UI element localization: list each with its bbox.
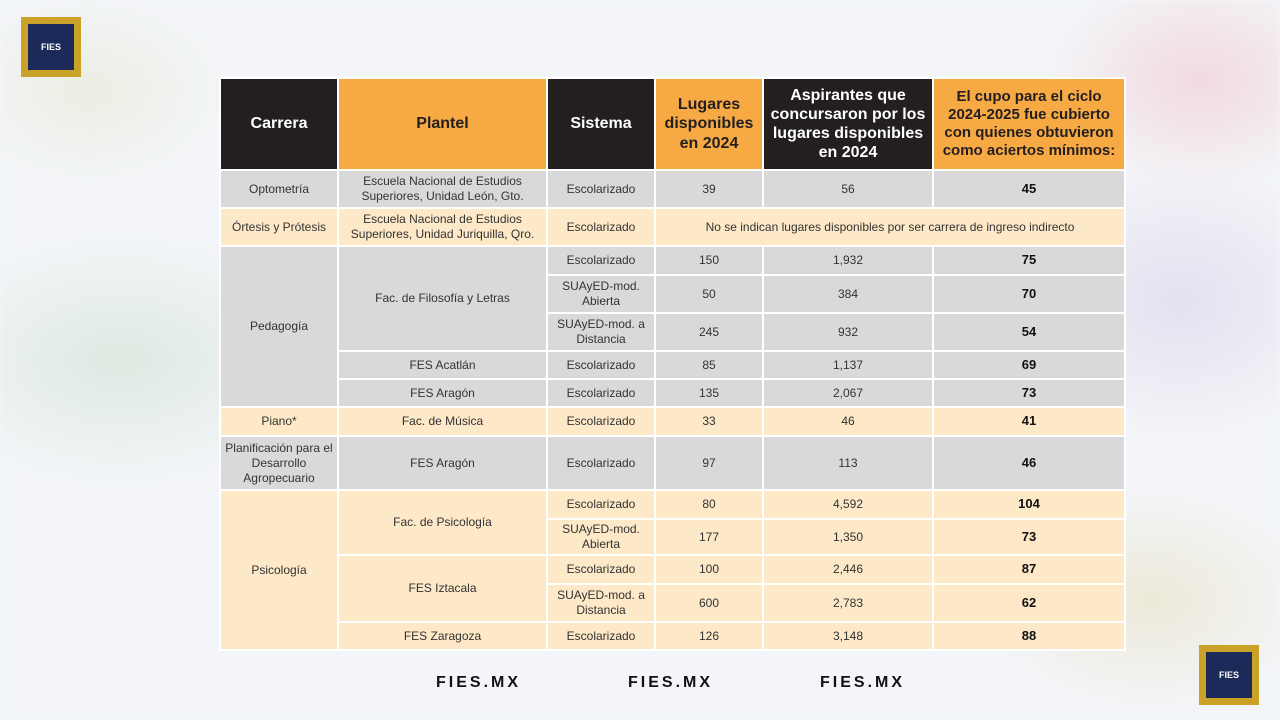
aciertos-cell: 70: [933, 275, 1125, 313]
aspirantes-cell: 3,148: [763, 622, 933, 650]
indirect-admission-note: No se indican lugares disponibles por ser carrera de ingreso indirecto: [655, 208, 1125, 246]
lugares-cell: 97: [655, 436, 763, 490]
plantel-cell: FES Aragón: [338, 436, 547, 490]
plantel-cell: Escuela Nacional de Estudios Superiores, Unidad León, Gto.: [338, 170, 547, 208]
header-carrera: Carrera: [220, 78, 338, 170]
carrera-cell: Piano*: [220, 407, 338, 436]
plantel-cell: FES Aragón: [338, 379, 547, 407]
plantel-cell: FES Acatlán: [338, 351, 547, 379]
aspirantes-cell: 2,067: [763, 379, 933, 407]
plantel-cell: FES Zaragoza: [338, 622, 547, 650]
plantel-cell: Fac. de Psicología: [338, 490, 547, 555]
sistema-cell: Escolarizado: [547, 246, 655, 275]
aciertos-cell: 73: [933, 379, 1125, 407]
lugares-cell: 100: [655, 555, 763, 584]
lugares-cell: 126: [655, 622, 763, 650]
sistema-cell: SUAyED-mod. Abierta: [547, 275, 655, 313]
carrera-cell: Órtesis y Prótesis: [220, 208, 338, 246]
aciertos-cell: 75: [933, 246, 1125, 275]
table-row: [220, 208, 1125, 246]
aspirantes-cell: 1,137: [763, 351, 933, 379]
sistema-cell: SUAyED-mod. a Distancia: [547, 313, 655, 351]
table-row: [220, 490, 1125, 519]
aspirantes-cell: 56: [763, 170, 933, 208]
header-sistema: Sistema: [547, 78, 655, 170]
aciertos-cell: 45: [933, 170, 1125, 208]
lugares-cell: 245: [655, 313, 763, 351]
plantel-cell: Fac. de Música: [338, 407, 547, 436]
aspirantes-cell: 384: [763, 275, 933, 313]
table-row: [220, 407, 1125, 436]
lugares-cell: 150: [655, 246, 763, 275]
table-row: [220, 351, 1125, 379]
aciertos-cell: 104: [933, 490, 1125, 519]
sistema-cell: Escolarizado: [547, 351, 655, 379]
footer-watermark-1: FIES.MX: [436, 674, 522, 691]
aspirantes-cell: 932: [763, 313, 933, 351]
aspirantes-cell: 113: [763, 436, 933, 490]
lugares-cell: 177: [655, 519, 763, 555]
sistema-cell: Escolarizado: [547, 436, 655, 490]
lugares-cell: 39: [655, 170, 763, 208]
fies-logo-text: FIES: [1206, 652, 1252, 698]
lugares-cell: 135: [655, 379, 763, 407]
aspirantes-cell: 2,783: [763, 584, 933, 622]
table-row: [220, 379, 1125, 407]
sistema-cell: Escolarizado: [547, 555, 655, 584]
sistema-cell: Escolarizado: [547, 208, 655, 246]
fies-logo-bottom-right: [1199, 645, 1259, 705]
aciertos-cell: 54: [933, 313, 1125, 351]
results-table-container: [219, 77, 1124, 646]
aciertos-cell: 87: [933, 555, 1125, 584]
header-cupo: El cupo para el ciclo 2024-2025 fue cubierto con quienes obtuvieron como aciertos mínimos:: [933, 78, 1125, 170]
sistema-cell: Escolarizado: [547, 490, 655, 519]
lugares-cell: 600: [655, 584, 763, 622]
aspirantes-cell: 46: [763, 407, 933, 436]
table-row: [220, 622, 1125, 650]
sistema-cell: Escolarizado: [547, 407, 655, 436]
header-lugares: Lugares disponibles en 2024: [655, 78, 763, 170]
carrera-cell: Optometría: [220, 170, 338, 208]
sistema-cell: Escolarizado: [547, 170, 655, 208]
footer-watermark-3: FIES.MX: [820, 674, 906, 691]
sistema-cell: Escolarizado: [547, 379, 655, 407]
header-aspirantes: Aspirantes que concursaron por los lugares disponibles en 2024: [763, 78, 933, 170]
sistema-cell: SUAyED-mod. Abierta: [547, 519, 655, 555]
table-row: [220, 246, 1125, 275]
aciertos-cell: 69: [933, 351, 1125, 379]
footer-watermark-2: FIES.MX: [628, 674, 714, 691]
aspirantes-cell: 1,932: [763, 246, 933, 275]
carrera-cell: Psicología: [220, 490, 338, 650]
lugares-cell: 80: [655, 490, 763, 519]
results-table: [219, 77, 1126, 651]
fies-logo-text: FIES: [28, 24, 74, 70]
aciertos-cell: 46: [933, 436, 1125, 490]
aspirantes-cell: 2,446: [763, 555, 933, 584]
lugares-cell: 85: [655, 351, 763, 379]
table-row: [220, 170, 1125, 208]
lugares-cell: 50: [655, 275, 763, 313]
carrera-cell: Pedagogía: [220, 246, 338, 407]
header-row: [220, 78, 1125, 170]
fies-logo-top-left: [21, 17, 81, 77]
plantel-cell: Escuela Nacional de Estudios Superiores, Unidad Juriquilla, Qro.: [338, 208, 547, 246]
aciertos-cell: 62: [933, 584, 1125, 622]
lugares-cell: 33: [655, 407, 763, 436]
carrera-cell: Planificación para el Desarrollo Agropecuario: [220, 436, 338, 490]
plantel-cell: Fac. de Filosofía y Letras: [338, 246, 547, 351]
sistema-cell: Escolarizado: [547, 622, 655, 650]
table-row: [220, 436, 1125, 490]
aciertos-cell: 41: [933, 407, 1125, 436]
sistema-cell: SUAyED-mod. a Distancia: [547, 584, 655, 622]
aspirantes-cell: 1,350: [763, 519, 933, 555]
plantel-cell: FES Iztacala: [338, 555, 547, 622]
aciertos-cell: 88: [933, 622, 1125, 650]
header-plantel: Plantel: [338, 78, 547, 170]
aciertos-cell: 73: [933, 519, 1125, 555]
aspirantes-cell: 4,592: [763, 490, 933, 519]
table-row: [220, 555, 1125, 584]
